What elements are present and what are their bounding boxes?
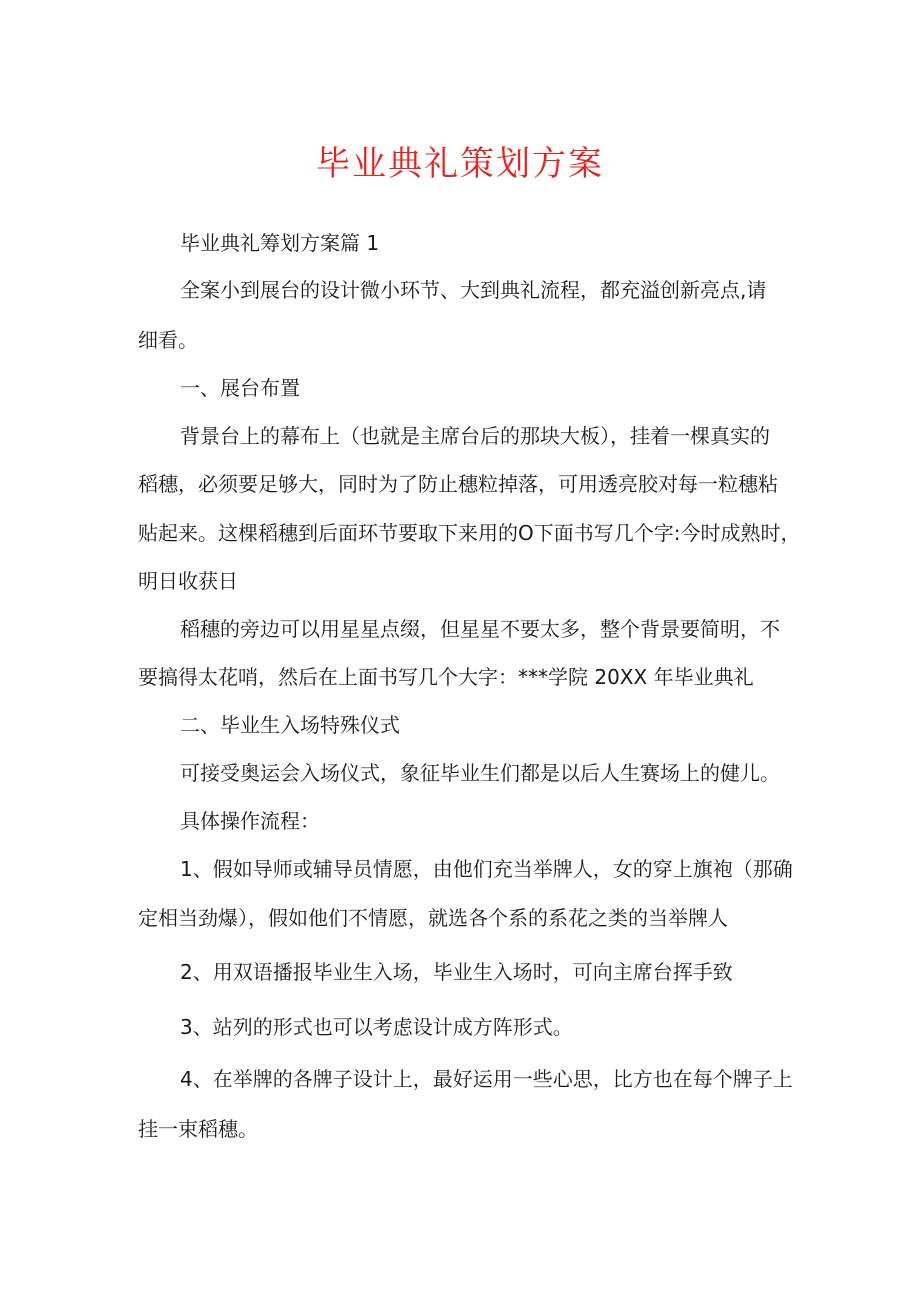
list-item-continuation: 定相当劲爆），假如他们不情愿，就选各个系的系花之类的当举牌人	[138, 906, 728, 930]
list-item: 1、假如导师或辅导员情愿，由他们充当举牌人，女的穿上旗袍（那确	[180, 857, 793, 881]
list-item: 4、在举牌的各牌子设计上，最好运用一些心思，比方也在每个牌子上	[180, 1067, 793, 1091]
paragraph-line: 可接受奥运会入场仪式，象征毕业生们都是以后人生赛场上的健儿。	[180, 761, 780, 785]
paragraph-line: 具体操作流程：	[180, 809, 320, 833]
subtitle-line: 毕业典礼筹划方案篇 1	[180, 231, 380, 255]
list-item: 3、站列的形式也可以考虑设计成方阵形式。	[180, 1015, 573, 1039]
paragraph-line: 要搞得太花哨，然后在上面书写几个大字：***学院 20XX 年毕业典礼	[138, 665, 754, 689]
paragraph-line: 明日收获日	[138, 569, 238, 593]
list-item-continuation: 挂一束稻穗。	[138, 1117, 258, 1141]
section-heading: 二、毕业生入场特殊仪式	[180, 713, 400, 737]
paragraph-line: 稻穗的旁边可以用星星点缀，但星星不要太多，整个背景要简明，不	[180, 617, 780, 641]
section-heading: 一、展台布置	[180, 376, 300, 400]
list-item: 2、用双语播报毕业生入场，毕业生入场时，可向主席台挥手致	[180, 960, 733, 984]
paragraph-line: 贴起来。这棵稻穗到后面环节要取下来用的O下面书写几个字:今时成熟时，	[138, 521, 801, 545]
paragraph-line: 背景台上的幕布上（也就是主席台后的那块大板），挂着一棵真实的	[180, 424, 770, 448]
paragraph-line: 细看。	[138, 328, 198, 352]
document-title: 毕业典礼策划方案	[316, 144, 604, 184]
paragraph-line: 全案小到展台的设计微小环节、大到典礼流程，都充溢创新亮点,请	[180, 278, 767, 302]
paragraph-line: 稻穗，必须要足够大，同时为了防止穗粒掉落，可用透亮胶对每一粒穗粘	[138, 472, 778, 496]
